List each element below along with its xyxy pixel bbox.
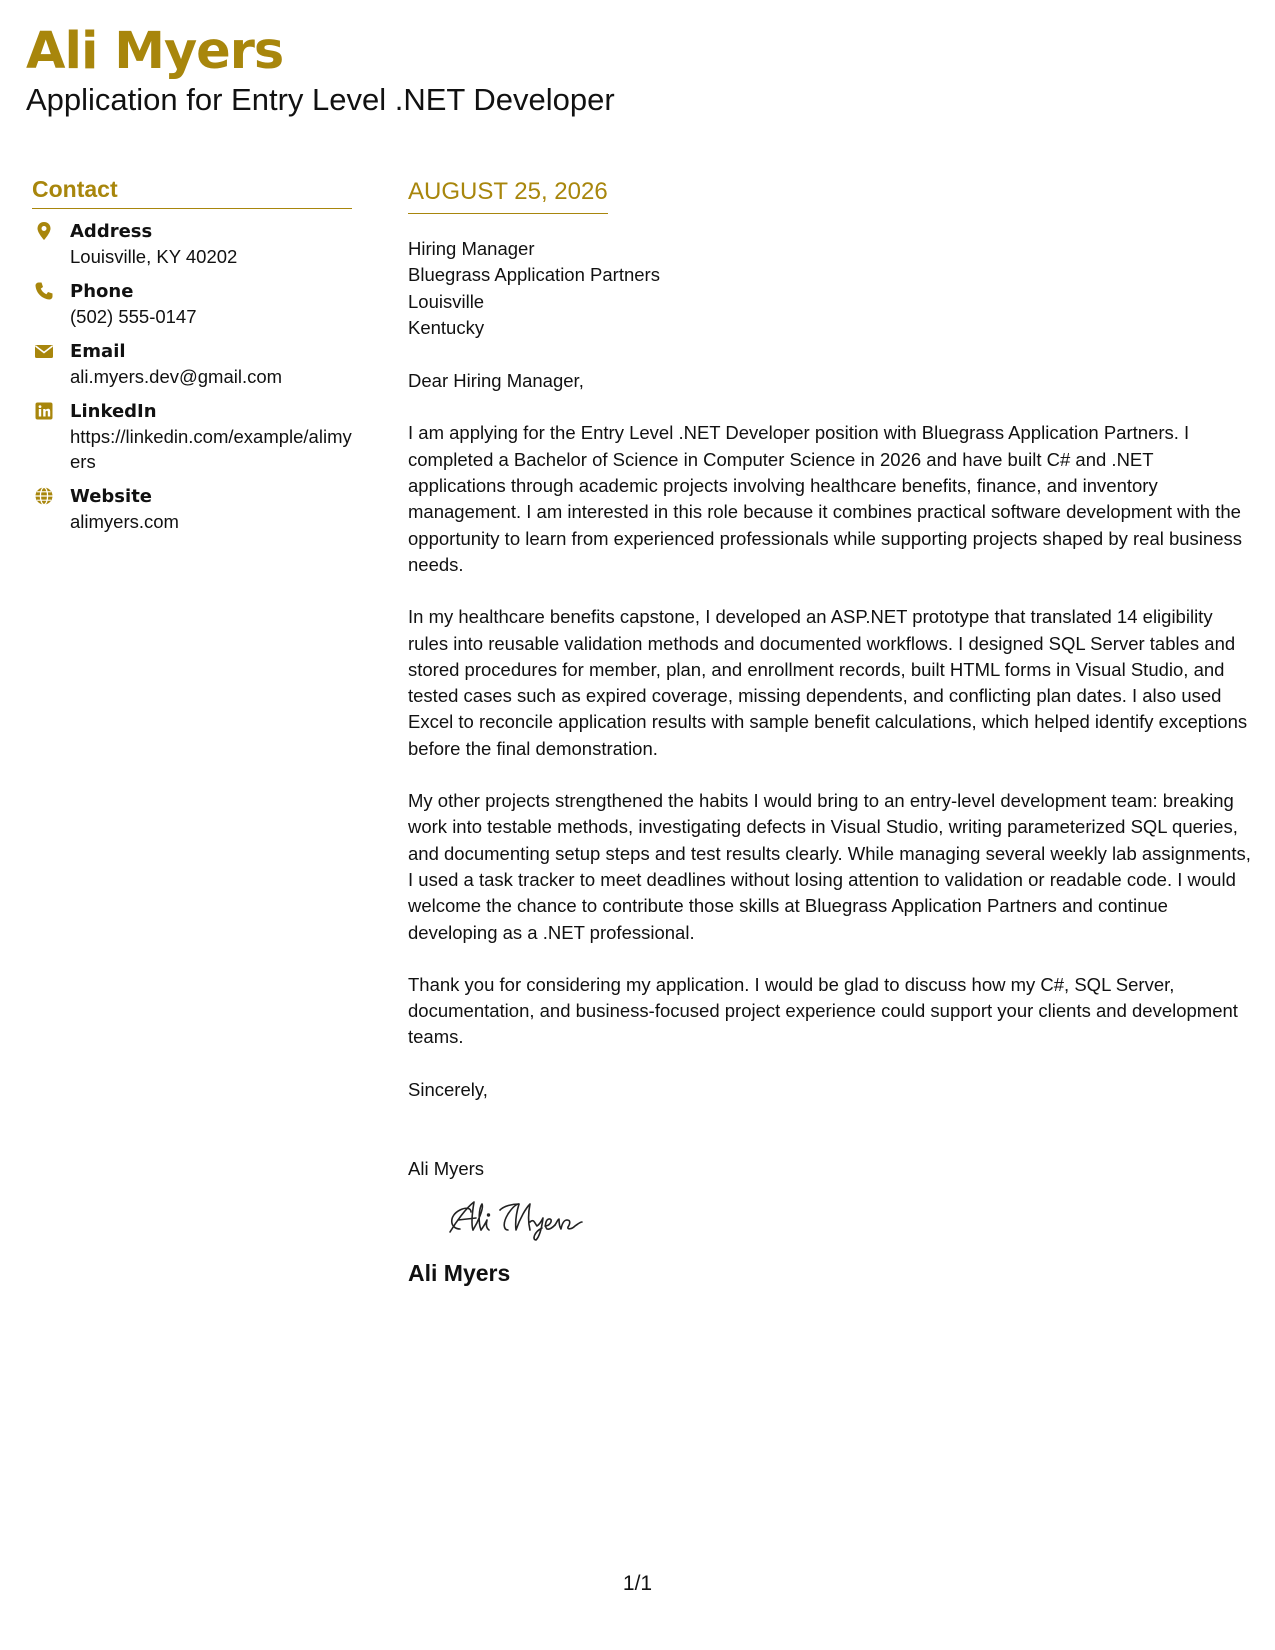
recipient-line: Louisville <box>408 290 485 312</box>
contact-heading: Contact <box>32 174 352 209</box>
contact-item-website <box>32 484 352 534</box>
phone-value: (502) 555-0147 <box>70 306 197 327</box>
page-number: 1/1 <box>622 1572 653 1595</box>
letter-date: AUGUST 25, 2026 <box>408 176 608 214</box>
applicant-name: Ali Myers <box>26 22 284 81</box>
website-value[interactable]: alimyers.com <box>70 511 179 532</box>
contact-label: Website <box>70 486 153 507</box>
contact-item-linkedin <box>32 399 352 474</box>
letter-paragraph: Thank you for considering my application. I would be glad to discuss how my C#, SQL Server, documentation, and business-focused project experience could support your clients and development teams. <box>408 973 1238 1048</box>
letter-paragraph: I am applying for the Entry Level .NET Developer position with Bluegrass Application Partners. I completed a Bachelor of Science in Computer Science in 2026 and have built C# and .NET applications through academic projects involving healthcare benefits, finance, and inventory management. I am interested in this role because it combines practical software development with the opportunity to learn from experienced professionals while supporting projects shaped by real business needs. <box>408 422 1242 575</box>
contact-label: LinkedIn <box>70 401 157 422</box>
contact-sidebar <box>32 174 352 534</box>
greeting: Dear Hiring Manager, <box>408 370 584 392</box>
envelope-icon <box>34 341 54 361</box>
recipient-line: Hiring Manager <box>408 238 535 259</box>
contact-item-phone <box>32 279 352 329</box>
handwritten-signature <box>446 1196 626 1242</box>
recipient-line: Kentucky <box>408 316 485 338</box>
recipient-block <box>408 236 1253 341</box>
application-subtitle: Application for Entry Level .NET Developer <box>26 82 615 117</box>
linkedin-value[interactable]: https://linkedin.com/example/alimyers <box>70 426 352 472</box>
email-value[interactable]: ali.myers.dev@gmail.com <box>70 366 283 387</box>
letter-paragraph: My other projects strengthened the habits I would bring to an entry-level development team: breaking work into testable methods, investigating defects in Visual Studio, writing parameterized SQL queries, and documenting setup steps and test results clearly. While managing several weekly lab assignments, I used a task tracker to meet deadlines without losing attention to validation or readable code. I would welcome the chance to contribute those skills at Bluegrass Application Partners and continue developing as a .NET professional. <box>408 790 1251 943</box>
contact-list <box>32 219 352 534</box>
letter-body <box>408 176 1253 1288</box>
contact-label: Phone <box>70 281 134 302</box>
location-pin-icon <box>34 221 54 241</box>
contact-label: Address <box>70 221 153 242</box>
sign-off-name: Ali Myers <box>408 1158 485 1180</box>
closing: Sincerely, <box>408 1078 488 1100</box>
linkedin-icon <box>34 401 54 421</box>
globe-icon <box>34 486 54 506</box>
contact-label: Email <box>70 341 126 362</box>
printed-name: Ali Myers <box>408 1260 511 1287</box>
phone-icon <box>34 281 54 301</box>
contact-item-address <box>32 219 352 269</box>
letter-paragraph: In my healthcare benefits capstone, I developed an ASP.NET prototype that translated 14 eligibility rules into reusable validation methods and documented workflows. I designed SQL Server tables and stored procedures for member, plan, and enrollment records, built HTML forms in Visual Studio, and tested cases such as expired coverage, missing dependents, and conflicting plan dates. I also used Excel to reconcile application results with sample benefit calculations, which helped identify exceptions before the final demonstration. <box>408 606 1248 759</box>
address-value: Louisville, KY 40202 <box>70 246 238 267</box>
recipient-line: Bluegrass Application Partners <box>408 264 660 286</box>
contact-item-email <box>32 339 352 389</box>
